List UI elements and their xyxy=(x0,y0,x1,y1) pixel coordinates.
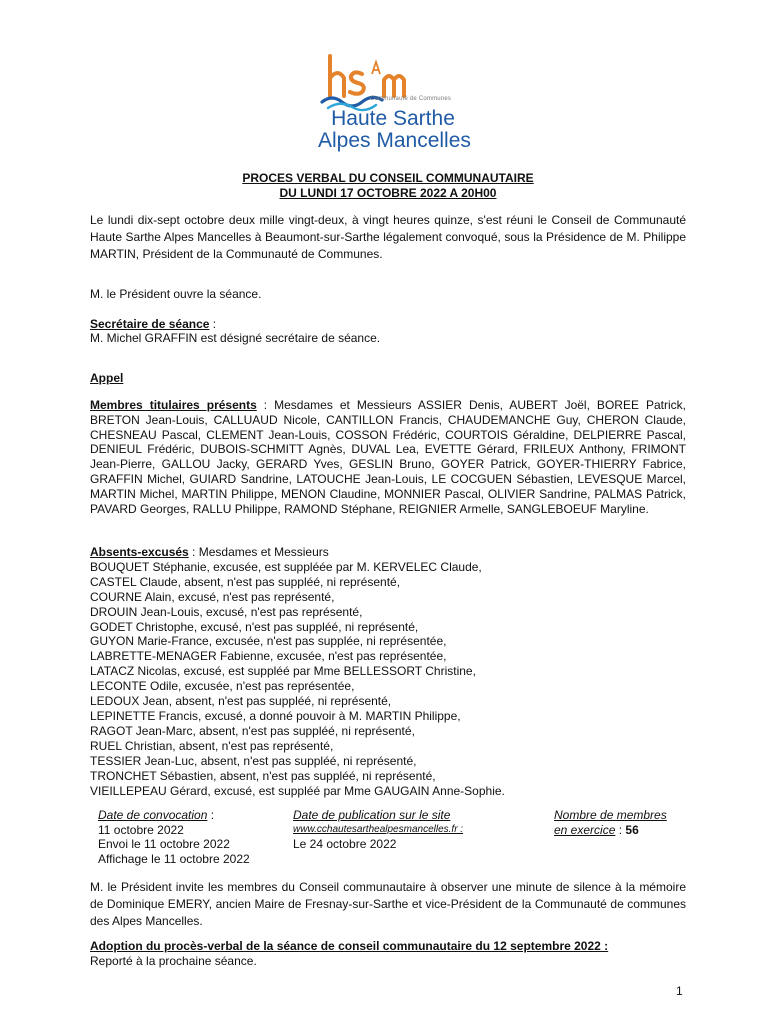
members-present-paragraph xyxy=(90,398,686,516)
absent-item: LABRETTE-MENAGER Fabienne, excusée, n'est pas représentée, xyxy=(90,649,447,664)
members-present-heading: Membres titulaires présents xyxy=(90,398,257,412)
appel-heading-line xyxy=(90,370,123,386)
sent-date: Envoi le 11 octobre 2022 xyxy=(98,837,230,851)
publication-site-link[interactable]: www.cchautesarthealpesmancelles.fr : xyxy=(293,823,464,835)
absent-item: GUYON Marie-France, excusée, n'est pas supplée, ni représentée, xyxy=(90,634,447,649)
absent-item: LECONTE Odile, excusée, n'est pas représentée, xyxy=(90,679,355,694)
page-number: 1 xyxy=(676,984,683,998)
hsam-logo-mark xyxy=(318,52,468,112)
absent-item: LEPINETTE Francis, excusé, a donné pouvoir à M. MARTIN Philippe, xyxy=(90,708,461,723)
appel-heading: Appel xyxy=(90,371,124,385)
convocation-column xyxy=(98,808,250,866)
members-count-column xyxy=(554,808,667,837)
publication-column xyxy=(293,808,463,852)
absent-item: TRONCHET Sébastien, absent, n'est pas suppléé, ni représenté, xyxy=(90,768,436,783)
publication-date: Le 24 octobre 2022 xyxy=(293,837,397,851)
adoption-text: Reporté à la prochaine séance. xyxy=(90,954,257,968)
absent-item: TESSIER Jean-Luc, absent, n'est pas suppléé, ni représenté, xyxy=(90,753,417,768)
logo-tagline: Communauté de Communes xyxy=(370,96,452,102)
opening-paragraph: M. le Président ouvre la séance. xyxy=(90,287,262,301)
adoption-heading: Adoption du procès-verbal de la séance de conseil communautaire du 12 septembre 2022 : xyxy=(90,939,609,953)
absent-item: LATACZ Nicolas, excusé, est suppléé par Mme BELLESSORT Christine, xyxy=(90,664,476,679)
members-count-sep: : xyxy=(615,822,626,837)
absent-item: BOUQUET Stéphanie, excusée, est suppléée par M. KERVELEC Claude, xyxy=(90,559,482,574)
members-count-label-1: Nombre de membres xyxy=(554,808,667,822)
document-title-line2: DU LUNDI 17 OCTOBRE 2022 A 20H00 xyxy=(279,186,497,200)
posted-date: Affichage le 11 octobre 2022 xyxy=(98,851,250,866)
secretary-text: M. Michel GRAFFIN est désigné secrétaire de séance. xyxy=(90,331,381,345)
members-present-list: : Mesdames et Messieurs ASSIER Denis, AUBERT Joël, BOREE Patrick, BRETON Jean-Louis, CALLUAUD Nicole, CANTILLON Francis, CHAUDEMANCHE Guy, CHERON Claude, CHESNEAU Pascal, CLEMENT Jean-Louis, COSSON Frédéric, COURTOIS Géraldine, DELPIERRE Pascal, DENIEUL Frédéric, DUBOIS-SCHMITT Agnès, DUVAL Lea, EVETTE Gérard, FRILEUX Anthony, FRIMONT Jean-Pierre, GALLOU Jacky, GERARD Yves, GESLIN Bruno, GOYER Patrick, GOYER-THIERRY Fabrice, GRAFFIN Michel, GUIARD Sandrine, LATOUCHE Jean-Louis, LE COCGUEN Sébastien, LEVESQUE Marcel, MARTIN Michel, MARTIN Philippe, MENON Claudine, MONNIER Pascal, OLIVIER Sandrine, PALMAS Patrick, PAVARD Georges, RALLU Philippe, RAMOND Stéphane, REIGNIER Armelle, SANGLEBOEUF Maryline. xyxy=(90,398,686,516)
secretary-heading-colon: : xyxy=(209,317,217,331)
members-count-label-2: en exercice xyxy=(554,822,616,837)
members-count-value: 56 xyxy=(625,822,639,837)
absents-heading: Absents-excusés xyxy=(90,545,189,559)
hsam-logo xyxy=(318,52,471,156)
absent-item: DROUIN Jean-Louis, excusé, n'est pas représenté, xyxy=(90,604,363,619)
absent-item: LEDOUX Jean, absent, n'est pas suppléé, ni représenté, xyxy=(90,694,392,709)
absent-item: RUEL Christian, absent, n'est pas représenté, xyxy=(90,738,334,753)
publication-label: Date de publication sur le site xyxy=(293,808,451,822)
absent-item: VIEILLEPEAU Gérard, excusé, est suppléé par Mme GAUGAIN Anne-Sophie. xyxy=(90,783,505,798)
intro-paragraph: Le lundi dix-sept octobre deux mille vingt-deux, à vingt heures quinze, s'est réuni le Conseil de Communauté Haute Sarthe Alpes Mancelles à Beaumont-sur-Sarthe légalement convoqué, sous la Présidence de M. Philippe MARTIN, Président de la Communauté de Communes. xyxy=(90,213,686,261)
minute-silence-paragraph: M. le Président invite les membres du Conseil communautaire à observer une minute de silence à la mémoire de Dominique EMERY, ancien Maire de Fresnay-sur-Sarthe et vice-Président de la Communauté de communes des Alpes Mancelles. xyxy=(90,880,686,928)
absents-heading-line xyxy=(90,545,686,560)
convocation-colon: : xyxy=(207,808,215,822)
convocation-label: Date de convocation xyxy=(98,808,208,822)
logo-name-line2: Alpes Mancelles xyxy=(318,129,471,152)
absent-item: RAGOT Jean-Marc, absent, n'est pas suppléé, ni représenté, xyxy=(90,723,415,738)
absent-item: CASTEL Claude, absent, n'est pas suppléé, ni représenté, xyxy=(90,574,401,589)
document-title-line1: PROCES VERBAL DU CONSEIL COMMUNAUTAIRE xyxy=(242,171,534,185)
logo-name-line1: Haute Sarthe xyxy=(331,107,455,130)
absent-item: GODET Christophe, excusé, n'est pas suppléé, ni représenté, xyxy=(90,619,419,634)
convocation-date: 11 octobre 2022 xyxy=(98,822,184,837)
absents-heading-suffix: : Mesdames et Messieurs xyxy=(188,545,329,559)
secretary-heading: Secrétaire de séance xyxy=(90,317,210,331)
absents-section xyxy=(90,545,686,798)
absent-item: COURNE Alain, excusé, n'est pas représenté, xyxy=(90,589,335,604)
